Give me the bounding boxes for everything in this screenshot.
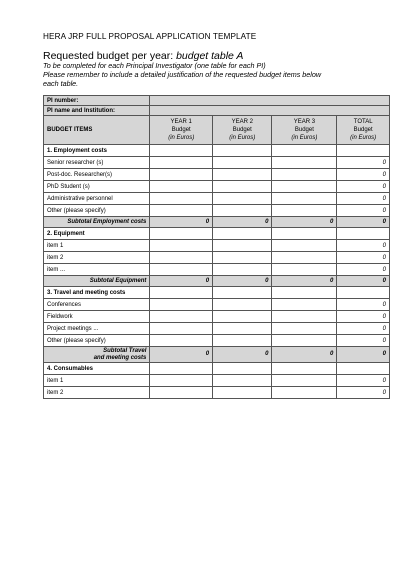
row-total: 0: [337, 299, 390, 311]
section-equipment-header: [44, 228, 390, 240]
item-label: Administrative personnel: [44, 193, 150, 205]
section-title: 2. Equipment: [44, 228, 150, 240]
pi-name-row: [44, 106, 390, 116]
item-label: item 1: [44, 375, 150, 387]
row-total: 0: [337, 181, 390, 193]
section-title: 1. Employment costs: [44, 145, 150, 157]
pi-name-field[interactable]: [150, 106, 390, 116]
row-total: 0: [337, 375, 390, 387]
column-header-row: [44, 116, 390, 145]
subtotal-year-3: 0: [272, 276, 337, 287]
row-total: 0: [337, 335, 390, 347]
row-total: 0: [337, 240, 390, 252]
item-label: Other (please specify): [44, 335, 150, 347]
subtotal-year-2: 0: [213, 347, 272, 363]
subtotal-year-1: 0: [150, 347, 213, 363]
item-label: Post-doc. Researcher(s): [44, 169, 150, 181]
item-label: item 2: [44, 387, 150, 399]
instruction-line-3: each table.: [43, 79, 79, 88]
item-label: PhD Student (s): [44, 181, 150, 193]
subtotal-employment-row: [44, 217, 390, 228]
item-label: Fieldwork: [44, 311, 150, 323]
table-row: [44, 252, 390, 264]
pi-number-label: PI number:: [44, 96, 150, 106]
table-row: [44, 181, 390, 193]
subtotal-travel-row: [44, 347, 390, 363]
table-row: [44, 299, 390, 311]
subtotal-year-1: 0: [150, 276, 213, 287]
pi-name-label: PI name and Institution:: [44, 106, 150, 116]
subtotal-label: Subtotal Employment costs: [44, 217, 150, 228]
item-label: Project meetings ...: [44, 323, 150, 335]
heading-table-name: budget table A: [176, 50, 244, 62]
item-label: Conferences: [44, 299, 150, 311]
budget-items-header: BUDGET ITEMS: [44, 116, 150, 145]
subtotal-label: Subtotal Travel and meeting costs: [44, 347, 150, 363]
table-row: [44, 169, 390, 181]
subtotal-year-1: 0: [150, 217, 213, 228]
year-1-header: YEAR 1 Budget (in Euros): [150, 116, 213, 145]
table-row: [44, 375, 390, 387]
section-employment-header: [44, 145, 390, 157]
instruction-line-2: Please remember to include a detailed justification of the requested budget items below: [43, 70, 322, 79]
subtotal-year-2: 0: [213, 276, 272, 287]
subtotal-year-2: 0: [213, 217, 272, 228]
row-total: 0: [337, 264, 390, 276]
subtotal-equipment-row: [44, 276, 390, 287]
row-total: 0: [337, 157, 390, 169]
subtotal-year-3: 0: [272, 347, 337, 363]
table-row: [44, 335, 390, 347]
row-total: 0: [337, 169, 390, 181]
pi-number-row: [44, 96, 390, 106]
row-total: 0: [337, 193, 390, 205]
item-label: item ...: [44, 264, 150, 276]
table-row: [44, 311, 390, 323]
subtotal-total: 0: [337, 217, 390, 228]
item-label: Other (please specify): [44, 205, 150, 217]
budget-table: [43, 95, 390, 399]
table-row: [44, 240, 390, 252]
year-2-header: YEAR 2 Budget (in Euros): [213, 116, 272, 145]
row-total: 0: [337, 311, 390, 323]
pi-number-field[interactable]: [150, 96, 390, 106]
table-row: [44, 205, 390, 217]
table-row: [44, 264, 390, 276]
subtotal-label: Subtotal Equipment: [44, 276, 150, 287]
total-header: TOTAL Budget (in Euros): [337, 116, 390, 145]
item-label: item 1: [44, 240, 150, 252]
section-title: 4. Consumables: [44, 363, 150, 375]
row-total: 0: [337, 387, 390, 399]
row-total: 0: [337, 205, 390, 217]
instruction-line-1: To be completed for each Principal Investigator (one table for each PI): [43, 61, 266, 70]
heading-text: Requested budget per year:: [43, 50, 177, 62]
section-consumables-header: [44, 363, 390, 375]
item-label: Senior researcher (s): [44, 157, 150, 169]
table-row: [44, 387, 390, 399]
section-travel-header: [44, 287, 390, 299]
table-row: [44, 323, 390, 335]
row-total: 0: [337, 252, 390, 264]
section-title: 3. Travel and meeting costs: [44, 287, 150, 299]
year-3-header: YEAR 3 Budget (in Euros): [272, 116, 337, 145]
table-row: [44, 157, 390, 169]
subtotal-total: 0: [337, 276, 390, 287]
row-total: 0: [337, 323, 390, 335]
item-label: item 2: [44, 252, 150, 264]
document-title: HERA JRP FULL PROPOSAL APPLICATION TEMPLATE: [43, 32, 257, 41]
table-row: [44, 193, 390, 205]
subtotal-year-3: 0: [272, 217, 337, 228]
subtotal-total: 0: [337, 347, 390, 363]
